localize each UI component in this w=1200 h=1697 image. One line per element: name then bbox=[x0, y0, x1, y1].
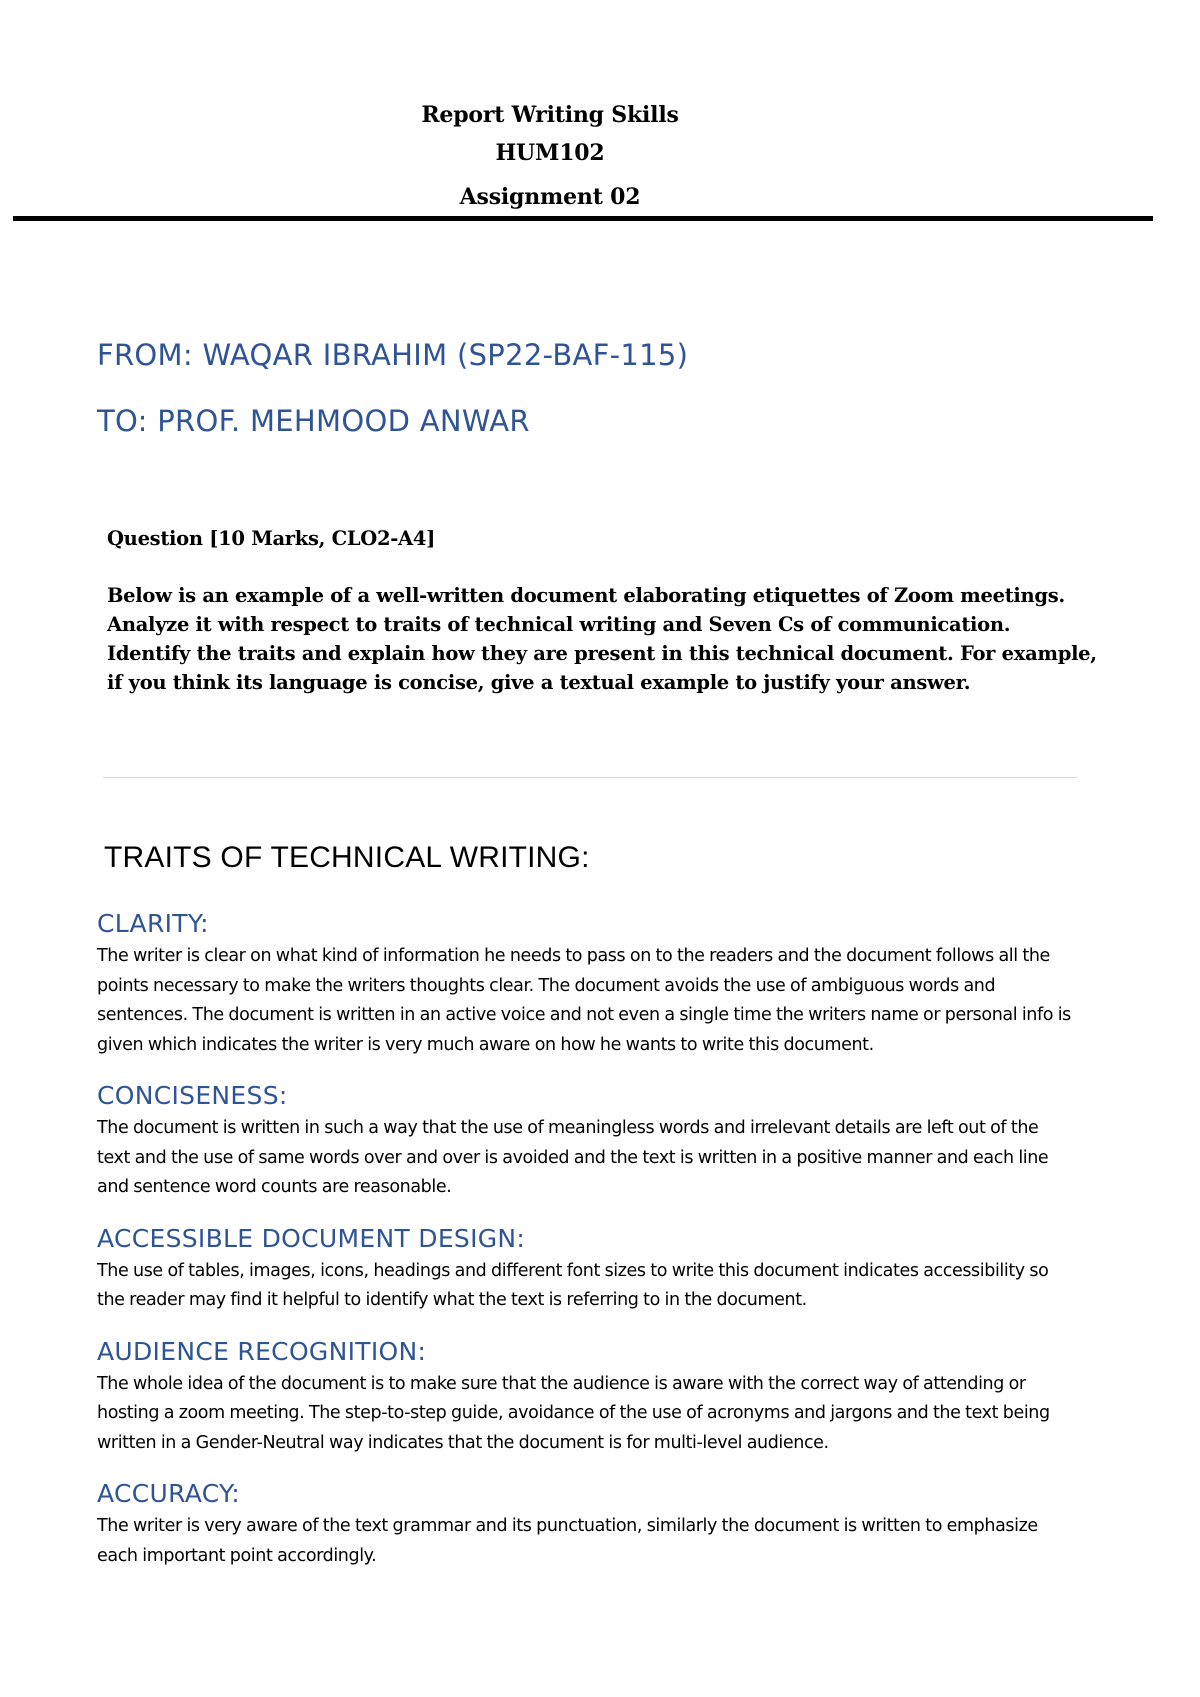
trait-line: hosting a zoom meeting. The step-to-step guide, avoidance of the use of acronyms and jargons and the text being bbox=[97, 1403, 1050, 1423]
trait-line: The document is written in such a way that the use of meaningless words and irrelevant details are left out of the bbox=[97, 1118, 1039, 1138]
trait-heading: AUDIENCE RECOGNITION: bbox=[97, 1336, 427, 1366]
trait-line: written in a Gender-Neutral way indicates that the document is for multi-level audience. bbox=[97, 1432, 829, 1453]
trait-accuracy bbox=[97, 1476, 1157, 1571]
header-rule bbox=[13, 216, 1153, 221]
trait-conciseness bbox=[97, 1078, 1157, 1203]
trait-line: The whole idea of the document is to make sure that the audience is aware with the correct way of attending or bbox=[97, 1373, 1026, 1394]
trait-line: sentences. The document is written in an active voice and not even a single time the writers name or personal info is bbox=[97, 1005, 1071, 1025]
section-divider bbox=[103, 777, 1078, 778]
trait-line: the reader may find it helpful to identify what the text is referring to in the document. bbox=[97, 1290, 807, 1310]
trait-heading: ACCURACY: bbox=[97, 1479, 240, 1508]
assignment-number: Assignment 02 bbox=[459, 184, 641, 210]
trait-clarity bbox=[97, 906, 1157, 1060]
trait-heading: CONCISENESS: bbox=[97, 1081, 288, 1110]
traits-list bbox=[97, 906, 1157, 1589]
trait-audience-recognition bbox=[97, 1334, 1157, 1459]
memo-to: TO: PROF. MEHMOOD ANWAR bbox=[97, 404, 530, 438]
question-line: Analyze it with respect to traits of technical writing and Seven Cs of communication. bbox=[107, 613, 1011, 636]
trait-line: The writer is very aware of the text grammar and its punctuation, similarly the document is written to emphasize bbox=[97, 1516, 1038, 1536]
course-code: HUM102 bbox=[495, 140, 605, 166]
document-header bbox=[0, 96, 1100, 216]
trait-line: The writer is clear on what kind of information he needs to pass on to the readers and the document follows all the bbox=[97, 946, 1050, 966]
section-title: TRAITS OF TECHNICAL WRITING: bbox=[104, 841, 590, 874]
question-line: if you think its language is concise, give a textual example to justify your answer. bbox=[107, 671, 971, 694]
question-line: Identify the traits and explain how they are present in this technical document. For example, bbox=[107, 642, 1097, 665]
question-heading: Question [10 Marks, CLO2-A4] bbox=[107, 527, 436, 550]
trait-line: given which indicates the writer is very much aware on how he wants to write this document. bbox=[97, 1034, 874, 1055]
memo-from: FROM: WAQAR IBRAHIM (SP22-BAF-115) bbox=[97, 338, 689, 372]
trait-line: and sentence word counts are reasonable. bbox=[97, 1177, 452, 1197]
question-line: Below is an example of a well-written document elaborating etiquettes of Zoom meetings. bbox=[107, 584, 1065, 607]
trait-line: points necessary to make the writers thoughts clear. The document avoids the use of ambiguous words and bbox=[97, 975, 996, 996]
trait-heading: CLARITY: bbox=[97, 909, 209, 938]
question-block bbox=[107, 524, 1107, 697]
trait-heading: ACCESSIBLE DOCUMENT DESIGN: bbox=[97, 1223, 526, 1253]
trait-line: each important point accordingly. bbox=[97, 1545, 377, 1566]
trait-accessible-document-design bbox=[97, 1221, 1157, 1316]
course-name: Report Writing Skills bbox=[421, 102, 679, 128]
trait-line: The use of tables, images, icons, headings and different font sizes to write this document indicates accessibility so bbox=[97, 1260, 1049, 1281]
trait-line: text and the use of same words over and over is avoided and the text is written in a positive manner and each line bbox=[97, 1147, 1049, 1168]
